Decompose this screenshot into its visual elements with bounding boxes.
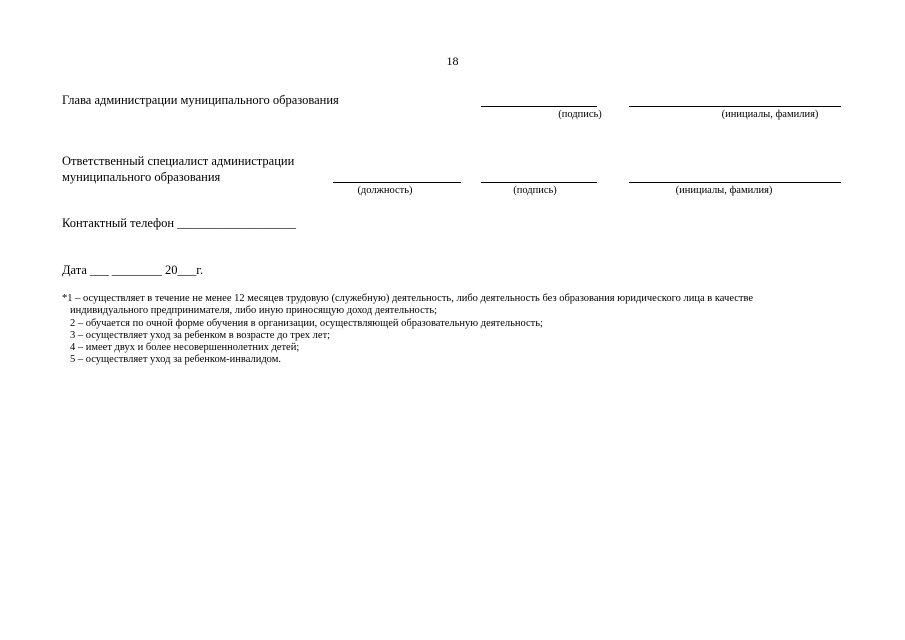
specialist-title-line1: Ответственный специалист администрации bbox=[62, 154, 295, 168]
specialist-position-line[interactable] bbox=[333, 182, 461, 183]
footnote-item: 2 – обучается по очной форме обучения в организации, осуществляющей образовательную деятельность; bbox=[70, 317, 543, 329]
footnote-item: 5 – осуществляет уход за ребенком-инвалидом. bbox=[70, 354, 281, 366]
specialist-name-line[interactable] bbox=[629, 182, 841, 183]
date-field[interactable]: Дата ___ ________ 20___г. bbox=[62, 263, 204, 277]
specialist-name-caption: (инициалы, фамилия) bbox=[675, 185, 773, 196]
footnote-item: индивидуального предпринимателя, либо иную приносящую доход деятельность; bbox=[70, 305, 438, 317]
footnote-item: 3 – осуществляет уход за ребенком в возрасте до трех лет; bbox=[70, 329, 331, 341]
specialist-title-line2: муниципального образования bbox=[62, 170, 221, 184]
page-number: 18 bbox=[446, 54, 459, 68]
head-signature-caption: (подпись) bbox=[558, 109, 602, 120]
head-signature-line[interactable] bbox=[481, 106, 597, 107]
footnote-item: *1 – осуществляет в течение не менее 12 месяцев трудовую (служебную) деятельность, либо деятельность без образования юридического лица в качестве bbox=[62, 293, 754, 304]
footnotes bbox=[62, 293, 862, 367]
specialist-signature-line[interactable] bbox=[481, 182, 597, 183]
head-title: Глава администрации муниципального образования bbox=[62, 93, 339, 107]
specialist-signature-caption: (подпись) bbox=[513, 185, 557, 196]
specialist-position-caption: (должность) bbox=[357, 185, 413, 196]
head-name-caption: (инициалы, фамилия) bbox=[721, 109, 819, 120]
head-name-line[interactable] bbox=[629, 106, 841, 107]
contact-phone-field[interactable]: Контактный телефон ___________________ bbox=[62, 216, 296, 230]
footnote-item: 4 – имеет двух и более несовершеннолетних детей; bbox=[70, 342, 300, 354]
